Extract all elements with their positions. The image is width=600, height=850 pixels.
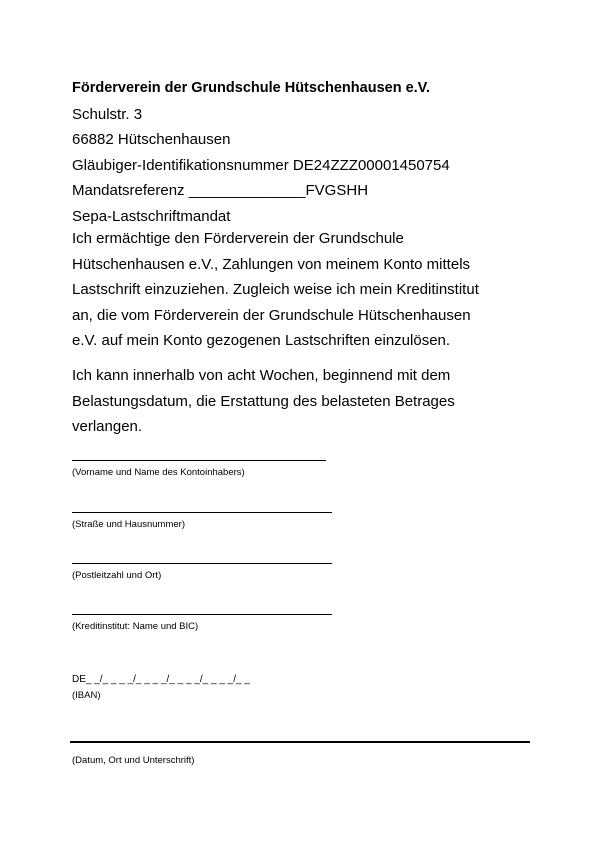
paragraph-line: an, die vom Förderverein der Grundschule Hütschenhausen: [72, 306, 471, 324]
paragraph-line: verlangen.: [72, 418, 143, 435]
postal-label: (Postleitzahl und Ort): [72, 570, 162, 581]
authorization-paragraph: [72, 226, 552, 354]
signature-label: (Datum, Ort und Unterschrift): [72, 755, 195, 766]
paragraph-line: Lastschrift einzuziehen. Zugleich weise ich mein Kreditinstitut: [72, 281, 479, 298]
creditor-identifier: Gläubiger-Identifikationsnummer DE24ZZZ00001450754: [72, 156, 450, 174]
paragraph-line: e.V. auf mein Konto gezogenen Lastschriften einzulösen.: [72, 332, 451, 349]
city-address: 66882 Hütschenhausen: [72, 131, 231, 148]
organization-name: Förderverein der Grundschule Hütschenhausen e.V.: [72, 80, 431, 96]
postal-field[interactable]: [72, 563, 332, 564]
paragraph-line: Belastungsdatum, die Erstattung des belasteten Betrages: [72, 392, 455, 410]
mandate-reference: Mandatsreferenz ______________FVGSHH: [72, 182, 369, 199]
account-holder-label: (Vorname und Name des Kontoinhabers): [72, 467, 245, 478]
iban-label: (IBAN): [72, 690, 101, 701]
bank-label: (Kreditinstitut: Name und BIC): [72, 621, 199, 632]
street-field[interactable]: [72, 512, 332, 513]
refund-paragraph: [72, 363, 552, 440]
document-title: Sepa-Lastschriftmandat: [72, 207, 231, 225]
iban-field[interactable]: DE_ _/_ _ _ _/_ _ _ _/_ _ _ _/_ _ _ _/_ _: [72, 674, 250, 685]
paragraph-line: Ich ermächtige den Förderverein der Grundschule: [72, 230, 404, 247]
street-label: (Straße und Hausnummer): [72, 519, 185, 530]
account-holder-field[interactable]: [72, 460, 326, 461]
signature-field[interactable]: [70, 741, 530, 743]
paragraph-line: Hütschenhausen e.V., Zahlungen von meinem Konto mittels: [72, 255, 471, 273]
bank-field[interactable]: [72, 614, 332, 615]
letterhead: [72, 76, 552, 229]
paragraph-line: Ich kann innerhalb von acht Wochen, beginnend mit dem: [72, 367, 451, 384]
street-address: Schulstr. 3: [72, 105, 143, 123]
